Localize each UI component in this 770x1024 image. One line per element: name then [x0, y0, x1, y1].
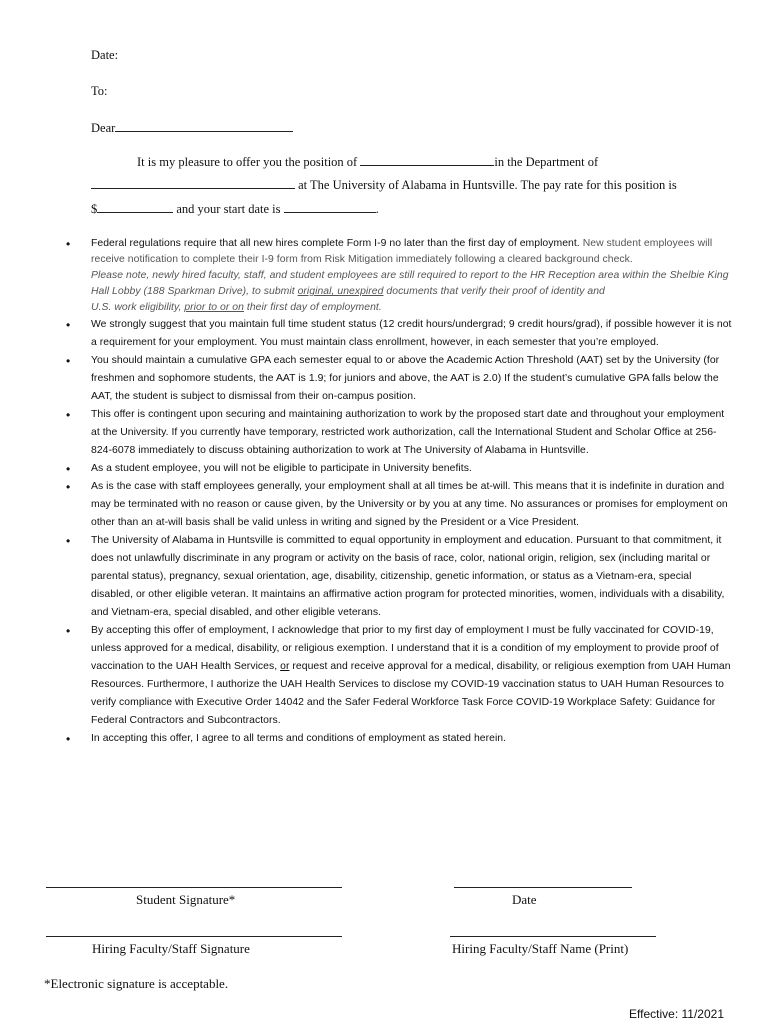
department-blank[interactable] [91, 177, 295, 189]
hr-note-first-day: their first day of employment. [246, 302, 382, 313]
offer-period: . [375, 202, 379, 216]
terms-list [60, 236, 732, 748]
hr-note-text-2: documents that verify their proof of identity and [386, 286, 605, 297]
list-item: • The University of Alabama in Huntsville is committed to equal opportunity in employment and education. Pursuant to that commitment, it does not unlawfully discriminate in any program or activity on the basis of race, color, national origin, religion, sex (including marital or parental status), pregnancy, sexual orientation, age, disability, citizenship, genetic information, or status as a Vietnam-era, special disabled, or other eligible veteran. It maintains an affirmative action program for protected minorities, women, individuals with a disability, and Vietnam-era, special disabled, and other eligible veterans. [60, 532, 732, 622]
hr-note-text: Please note, newly hired faculty, staff, and student employees are still required to report to the HR Reception area within the Shelbie King Hall Lobby (188 Sparkman Drive), to submit [91, 270, 729, 297]
student-signature-label: Student Signature* [136, 892, 236, 907]
offer-line-2 [91, 177, 677, 193]
i9-requirement-text: Federal regulations require that all new hires complete Form I-9 no later than the first day of employment. [91, 238, 580, 249]
date-signature-label: Date [512, 892, 537, 907]
offer-position-text: It is my pleasure to offer you the position of [137, 155, 358, 169]
position-blank[interactable] [360, 154, 494, 166]
offer-line-3 [91, 201, 379, 217]
list-item [60, 236, 732, 316]
covid-or: or [280, 661, 290, 672]
list-item: • As is the case with staff employees generally, your employment shall at all times be at-will. This means that it is indefinite in duration and may be terminated with no reason or cause given, by the University or by you at any time. No assurances or promises for employment on other than an at-will basis shall be valid unless in writing and signed by the President or a Vice President. [60, 478, 732, 532]
dollar-sign: $ [91, 202, 98, 216]
offer-payrate-text: at The University of Alabama in Huntsville. The pay rate for this position is [298, 178, 677, 192]
hiring-signature-line[interactable] [46, 936, 342, 937]
date-label: Date: [91, 48, 119, 62]
hr-note-underlined: original, unexpired [297, 286, 384, 297]
hr-note-eligibility: U.S. work eligibility, [91, 302, 182, 313]
list-item: • This offer is contingent upon securing and maintaining authorization to work by the proposed start date and throughout your employment at the University. If you currently have temporary, restricted work authorization, call the International Student and Scholar Office at 256-824-6078 immediately to discuss obtaining authorization to work at The University of Alabama in Huntsville. [60, 406, 732, 460]
hr-note-prior-to: prior to or on [184, 302, 244, 313]
effective-date: Effective: 11/2021 [629, 1007, 724, 1021]
pay-rate-blank[interactable] [97, 201, 173, 213]
hiring-name-label: Hiring Faculty/Staff Name (Print) [452, 941, 629, 956]
hiring-signature-label: Hiring Faculty/Staff Signature [92, 941, 250, 956]
student-signature-line[interactable] [46, 887, 342, 888]
hiring-name-line[interactable] [450, 936, 656, 937]
dear-label: Dear [91, 121, 116, 135]
to-label: To: [91, 84, 108, 98]
hr-reception-note [91, 270, 729, 313]
dear-line [91, 120, 293, 136]
offer-startdate-text: and your start date is [176, 202, 281, 216]
list-item: • You should maintain a cumulative GPA each semester equal to or above the Academic Action Threshold (AAT) set by the University (for freshmen and sophomore students, the AAT is 1.9; for juniors and above, the AAT is 2.0) If the student’s cumulative GPA falls below the AAT, the student is subject to dismissal from their on-campus position. [60, 352, 732, 406]
date-signature-line[interactable] [454, 887, 632, 888]
list-item: • In accepting this offer, I agree to all terms and conditions of employment as stated herein. [60, 730, 732, 748]
offer-department-text: in the Department of [494, 155, 599, 169]
list-item: • We strongly suggest that you maintain full time student status (12 credit hours/undergrad; 9 credit hours/grad), if possible however it is not a requirement for your employment. You must maintain class enrollment, however, in each semester that you’re employed. [60, 316, 732, 352]
date-line [91, 48, 118, 63]
list-item: • As a student employee, you will not be eligible to participate in University benefits. [60, 460, 732, 478]
dear-name-blank[interactable] [115, 120, 293, 132]
offer-line-1 [137, 154, 598, 170]
i9-notification-text: New student employees will receive notification to complete their I-9 form from Risk Mitigation immediately following a cleared background check. [91, 238, 713, 265]
electronic-signature-note: *Electronic signature is acceptable. [44, 976, 229, 991]
covid-text-2: request and receive approval for a medical, disability, or religious exemption from UAH Human Resources. Furthermore, I authorize the UAH Health Services to disclose my COVID-19 vaccination status to UAH Human Resources to verify compliance with Executive Order 14042 and the Safer Federal Workforce Task Force COVID-19 Workplace Safety: Guidance for Federal Contractors and Subcontractors. [91, 661, 731, 726]
list-item [60, 622, 732, 730]
covid-text-1: By accepting this offer of employment, I acknowledge that prior to my first day of employment I must be fully vaccinated for COVID-19, unless approved for a medical, disability, or religious exemption. I understand that it is a condition of my employment to provide proof of vaccination to the UAH Health Services, [91, 625, 719, 672]
to-line [91, 84, 108, 99]
start-date-blank[interactable] [284, 201, 376, 213]
